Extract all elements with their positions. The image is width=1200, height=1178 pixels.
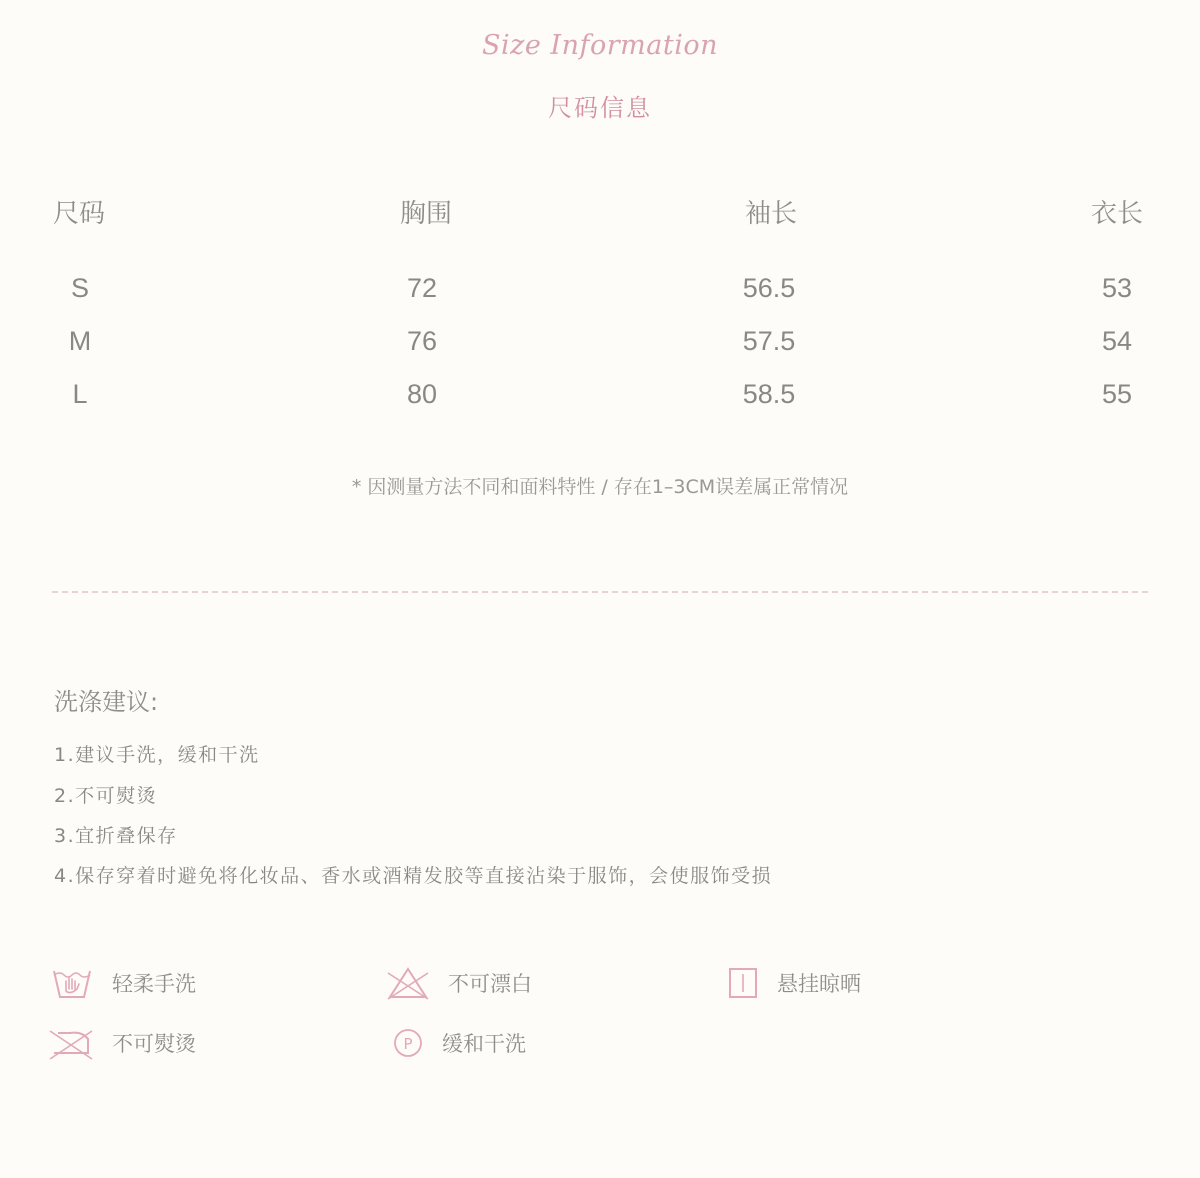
care-item: 1.建议手洗，缓和干洗 [54,744,260,766]
hand-wash-icon [50,965,94,1001]
table-cell: 53 [1101,273,1133,303]
section-divider [52,591,1148,593]
table-header-sleeve: 袖长 [744,199,797,229]
care-item: 4.保存穿着时避免将化妆品、香水或酒精发胶等直接沾染于服饰，会使服饰受损 [54,865,773,887]
table-cell: M [68,326,92,356]
hang-dry-icon [727,965,759,1001]
table-cell: 72 [406,273,438,303]
table-cell: 76 [406,326,438,356]
table-cell: 80 [406,379,438,409]
table-cell: S [70,273,89,303]
header-title-cn: 尺码信息 [548,94,652,122]
dry-clean-p-icon [392,1025,424,1061]
no-bleach-icon [386,965,430,1001]
table-header-size: 尺码 [52,199,105,229]
symbol-label: 缓和干洗 [442,1032,526,1056]
symbol-label: 轻柔手洗 [112,972,196,996]
care-symbol-dry-clean [392,1025,526,1061]
symbol-label: 不可熨烫 [112,1032,196,1056]
symbol-label: 不可漂白 [448,972,532,996]
table-cell: 57.5 [742,326,796,356]
table-header-chest: 胸围 [399,199,452,229]
care-title: 洗涤建议: [54,688,159,716]
measurement-note: * 因测量方法不同和面料特性 / 存在1–3CM误差属正常情况 [351,476,849,498]
table-cell: 56.5 [742,273,796,303]
table-cell: 58.5 [742,379,796,409]
no-iron-icon [48,1025,94,1061]
care-symbol-no-iron [48,1025,196,1061]
table-cell: 55 [1101,379,1133,409]
header-title-en: Size Information [482,30,718,61]
table-cell: L [72,379,88,409]
table-header-length: 衣长 [1090,199,1143,229]
care-symbol-hang-dry [727,965,861,1001]
care-symbol-hand-wash [50,965,196,1001]
care-item: 3.宜折叠保存 [54,825,178,847]
svg-text:P: P [403,1035,413,1053]
care-symbol-no-bleach [386,965,532,1001]
care-item: 2.不可熨烫 [54,785,158,807]
table-cell: 54 [1101,326,1133,356]
symbol-label: 悬挂晾晒 [777,972,861,996]
